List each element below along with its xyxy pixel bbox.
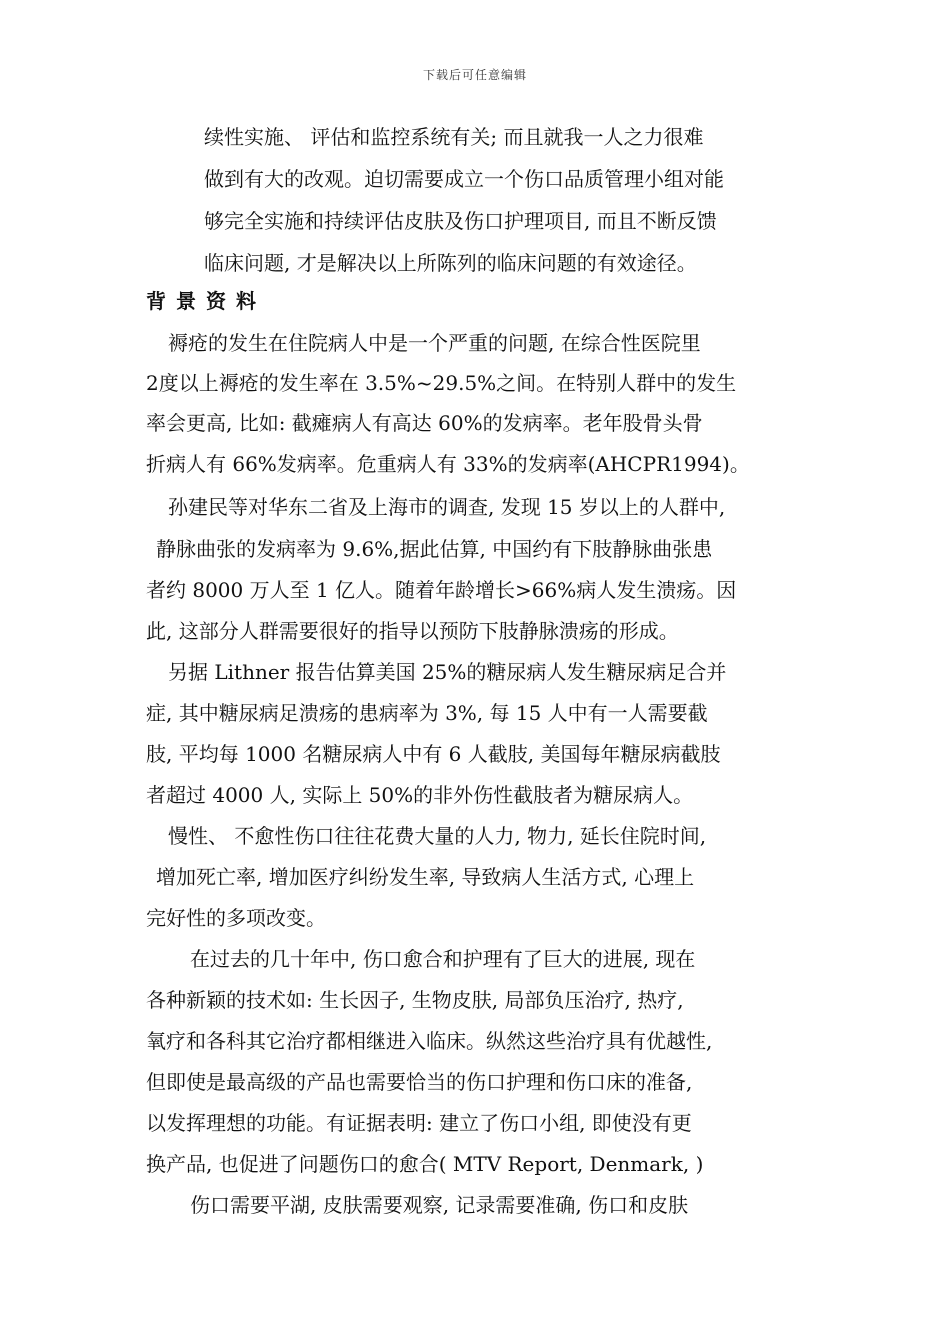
p5-line-1: 在过去的几十年中, 伤口愈合和护理有了巨大的进展, 现在 xyxy=(190,947,696,971)
p3-line-4: 者超过 4000 人, 实际上 50%的非外伤性截肢者为糖尿病人。 xyxy=(146,783,694,807)
p5-line-5: 以发挥理想的功能。有证据表明: 建立了伤口小组, 即使没有更 xyxy=(146,1111,692,1135)
page-header: 下载后可任意编辑 xyxy=(422,68,527,82)
p3-line-3: 肢, 平均每 1000 名糖尿病人中有 6 人截肢, 美国每年糖尿病截肢 xyxy=(146,742,721,766)
p3-line-2: 症, 其中糖尿病足溃疡的患病率为 3%, 每 15 人中有一人需要截 xyxy=(146,701,708,725)
p4-line-2: 增加死亡率, 增加医疗纠纷发生率, 导致病人生活方式, 心理上 xyxy=(156,865,695,889)
continuation-line-3: 够完全实施和持续评估皮肤及伤口护理项目, 而且不断反馈 xyxy=(204,209,717,233)
p1-line-1: 褥疮的发生在住院病人中是一个严重的问题, 在综合性医院里 xyxy=(168,331,701,355)
p5-line-2: 各种新颖的技术如: 生长因子, 生物皮肤, 局部负压治疗, 热疗, xyxy=(146,988,684,1012)
continuation-line-4: 临床问题, 才是解决以上所陈列的临床问题的有效途径。 xyxy=(204,251,697,275)
p4-line-1: 慢性、 不愈性伤口往往花费大量的人力, 物力, 延长住院时间, xyxy=(168,824,707,848)
p5-line-6: 换产品, 也促进了问题伤口的愈合( MTV Report, Denmark, ) xyxy=(146,1152,704,1176)
continuation-line-2: 做到有大的改观。迫切需要成立一个伤口品质管理小组对能 xyxy=(204,167,724,191)
continuation-line-1: 续性实施、 评估和监控系统有关; 而且就我一人之力很难 xyxy=(204,125,704,149)
p2-line-3: 者约 8000 万人至 1 亿人。随着年龄增长>66%病人发生溃疡。因 xyxy=(146,578,737,602)
p6-line-1: 伤口需要平湖, 皮肤需要观察, 记录需要准确, 伤口和皮肤 xyxy=(190,1193,689,1217)
p5-line-3: 氧疗和各科其它治疗都相继进入临床。纵然这些治疗具有优越性, xyxy=(146,1029,713,1053)
p5-line-4: 但即使是最高级的产品也需要恰当的伤口护理和伤口床的准备, xyxy=(146,1070,693,1094)
p2-line-2: 静脉曲张的发病率为 9.6%,据此估算, 中国约有下肢静脉曲张患 xyxy=(156,537,713,561)
p4-line-3: 完好性的多项改变。 xyxy=(146,906,326,930)
p3-line-1: 另据 Lithner 报告估算美国 25%的糖尿病人发生糖尿病足合并 xyxy=(168,660,727,684)
p1-line-2: 2度以上褥疮的发生率在 3.5%~29.5%之间。在特别人群中的发生 xyxy=(146,371,737,395)
p2-line-1: 孙建民等对华东二省及上海市的调查, 发现 15 岁以上的人群中, xyxy=(168,495,726,519)
section-heading: 背景资料 xyxy=(146,289,266,313)
p1-line-3: 率会更高, 比如: 截瘫病人有高达 60%的发病率。老年股骨头骨 xyxy=(146,411,703,435)
p1-line-4: 折病人有 66%发病率。危重病人有 33%的发病率(AHCPR1994)。 xyxy=(146,452,750,476)
p2-line-4: 此, 这部分人群需要很好的指导以预防下肢静脉溃疡的形成。 xyxy=(146,619,679,643)
